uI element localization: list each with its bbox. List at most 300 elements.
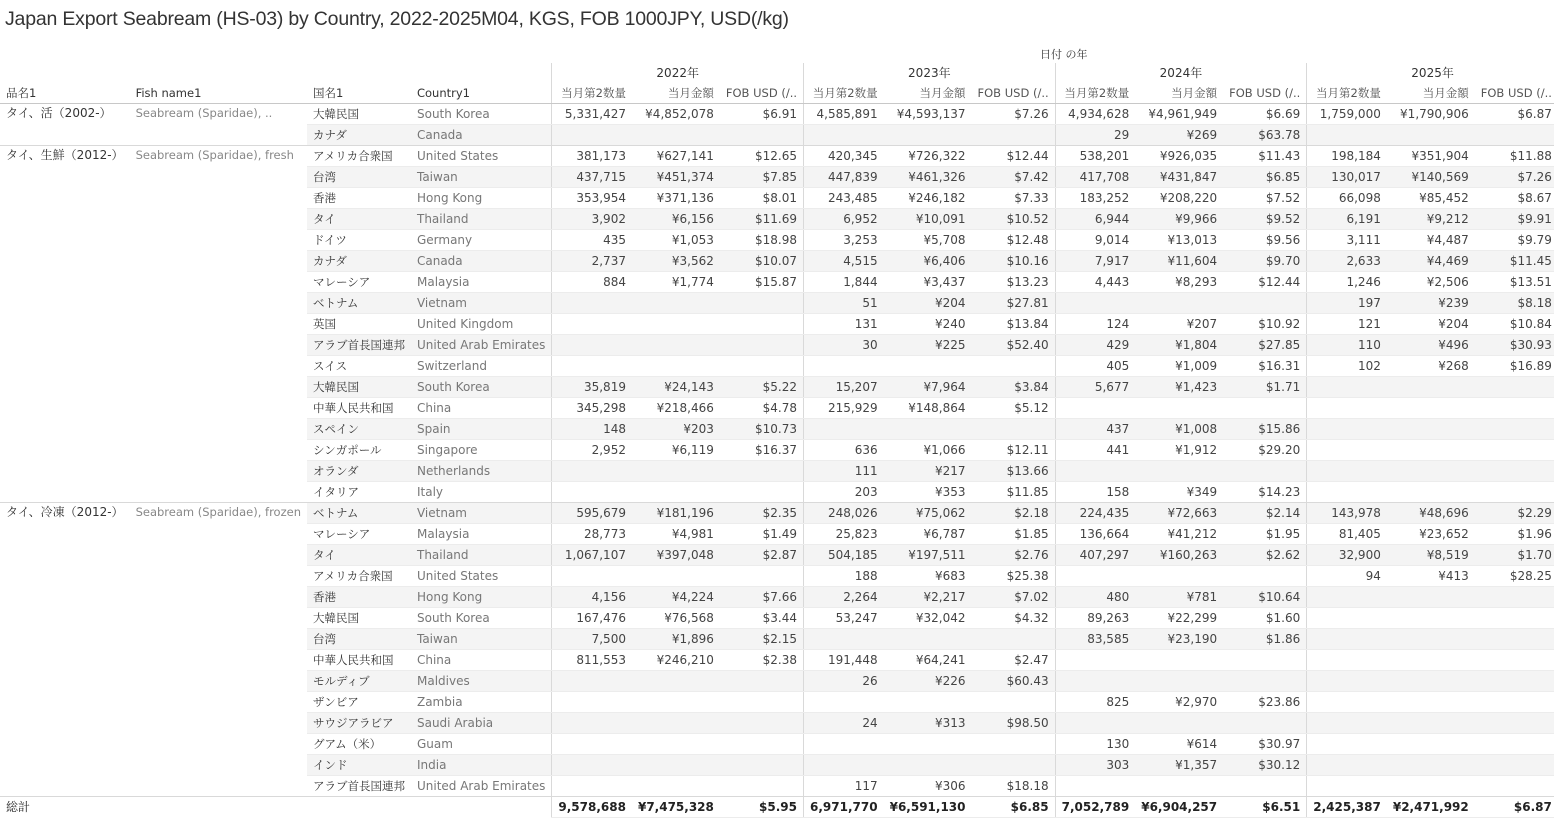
value-cell — [804, 755, 884, 776]
value-cell: $12.65 — [720, 146, 804, 167]
value-cell — [1475, 776, 1554, 797]
country-jp-cell: ベトナム — [307, 293, 411, 314]
value-cell: ¥6,119 — [632, 440, 720, 461]
value-cell: $18.18 — [972, 776, 1056, 797]
table-row[interactable] — [0, 503, 1554, 524]
value-cell: 111 — [804, 461, 884, 482]
country-en-cell: Canada — [411, 251, 552, 272]
measure-header[interactable]: 当月第2数量 — [804, 83, 884, 104]
value-cell: $5.22 — [720, 377, 804, 398]
value-cell — [1307, 377, 1387, 398]
value-cell: $1.49 — [720, 524, 804, 545]
measure-header[interactable]: 当月金額 — [1135, 83, 1223, 104]
value-cell: $8.01 — [720, 188, 804, 209]
country-en-cell: South Korea — [411, 377, 552, 398]
value-cell: 4,156 — [552, 587, 632, 608]
value-cell — [720, 125, 804, 146]
value-cell: ¥306 — [884, 776, 972, 797]
value-cell: 420,345 — [804, 146, 884, 167]
value-cell: ¥4,852,078 — [632, 104, 720, 125]
value-cell — [1475, 125, 1554, 146]
value-cell — [720, 461, 804, 482]
country-jp-cell: カナダ — [307, 251, 411, 272]
value-cell — [632, 671, 720, 692]
value-cell: ¥627,141 — [632, 146, 720, 167]
value-cell: ¥24,143 — [632, 377, 720, 398]
year-header[interactable]: 2022年 — [552, 63, 804, 83]
value-cell — [1135, 461, 1223, 482]
value-cell: $27.85 — [1223, 335, 1307, 356]
value-cell — [1223, 650, 1307, 671]
value-cell: 538,201 — [1055, 146, 1135, 167]
value-cell — [1387, 419, 1475, 440]
value-cell — [1307, 125, 1387, 146]
value-cell — [884, 755, 972, 776]
value-cell — [1307, 734, 1387, 755]
country-jp-cell: スイス — [307, 356, 411, 377]
total-value-cell: $6.87 — [1475, 797, 1554, 818]
country-en-cell: Malaysia — [411, 524, 552, 545]
value-cell — [1223, 461, 1307, 482]
value-cell — [1387, 125, 1475, 146]
country-en-cell: China — [411, 398, 552, 419]
country-jp-cell: シンガポール — [307, 440, 411, 461]
value-cell — [1307, 440, 1387, 461]
value-cell — [552, 671, 632, 692]
value-cell: ¥3,562 — [632, 251, 720, 272]
value-cell: 4,515 — [804, 251, 884, 272]
value-cell — [1387, 755, 1475, 776]
total-value-cell: ¥6,904,257 — [1135, 797, 1223, 818]
value-cell: ¥1,790,906 — [1387, 104, 1475, 125]
value-cell: $52.40 — [972, 335, 1056, 356]
value-cell: 437 — [1055, 419, 1135, 440]
measure-header[interactable]: FOB USD (/.. — [720, 83, 804, 104]
value-cell — [1387, 608, 1475, 629]
value-cell: ¥269 — [1135, 125, 1223, 146]
value-cell — [720, 293, 804, 314]
country-jp-cell: 台湾 — [307, 167, 411, 188]
value-cell — [632, 734, 720, 755]
value-cell — [1055, 713, 1135, 734]
value-cell: ¥349 — [1135, 482, 1223, 503]
value-cell: $11.69 — [720, 209, 804, 230]
year-header[interactable]: 2023年 — [804, 63, 1056, 83]
value-cell: 1,844 — [804, 272, 884, 293]
country-en-cell: Germany — [411, 230, 552, 251]
value-cell: 405 — [1055, 356, 1135, 377]
value-cell: 224,435 — [1055, 503, 1135, 524]
value-cell: $2.62 — [1223, 545, 1307, 566]
value-cell — [1135, 293, 1223, 314]
value-cell — [884, 125, 972, 146]
value-cell — [1055, 650, 1135, 671]
value-cell — [1387, 461, 1475, 482]
value-cell: ¥496 — [1387, 335, 1475, 356]
value-cell — [552, 461, 632, 482]
country-en-cell: United Arab Emirates — [411, 776, 552, 797]
value-cell: 81,405 — [1307, 524, 1387, 545]
value-cell: ¥10,091 — [884, 209, 972, 230]
value-cell: $7.85 — [720, 167, 804, 188]
value-cell: $3.84 — [972, 377, 1056, 398]
value-cell — [1307, 755, 1387, 776]
value-cell — [972, 629, 1056, 650]
value-cell: ¥207 — [1135, 314, 1223, 335]
country-en-cell: United Arab Emirates — [411, 335, 552, 356]
value-cell: 188 — [804, 566, 884, 587]
value-cell: $15.87 — [720, 272, 804, 293]
country-en-cell: Taiwan — [411, 167, 552, 188]
value-cell: $25.38 — [972, 566, 1056, 587]
value-cell — [1223, 671, 1307, 692]
fish-name-cell: Seabream (Sparidae), fresh — [130, 146, 307, 503]
value-cell: $27.81 — [972, 293, 1056, 314]
value-cell: ¥246,182 — [884, 188, 972, 209]
value-cell: $9.91 — [1475, 209, 1554, 230]
total-value-cell: ¥2,471,992 — [1387, 797, 1475, 818]
value-cell: $1.86 — [1223, 629, 1307, 650]
value-cell — [552, 692, 632, 713]
value-cell: ¥181,196 — [632, 503, 720, 524]
value-cell — [1387, 629, 1475, 650]
value-cell: ¥4,224 — [632, 587, 720, 608]
value-cell: 121 — [1307, 314, 1387, 335]
value-cell: $2.14 — [1223, 503, 1307, 524]
table-row[interactable] — [0, 104, 1554, 125]
value-cell — [632, 776, 720, 797]
value-cell: 131 — [804, 314, 884, 335]
value-cell: ¥218,466 — [632, 398, 720, 419]
value-cell — [972, 734, 1056, 755]
total-value-cell: 2,425,387 — [1307, 797, 1387, 818]
value-cell — [1055, 566, 1135, 587]
measure-header[interactable]: 当月第2数量 — [1055, 83, 1135, 104]
value-cell — [1475, 398, 1554, 419]
country-jp-cell: ドイツ — [307, 230, 411, 251]
value-cell — [972, 356, 1056, 377]
value-cell: $10.52 — [972, 209, 1056, 230]
value-cell — [552, 335, 632, 356]
country-jp-cell: 中華人民共和国 — [307, 650, 411, 671]
country-jp-cell: マレーシア — [307, 272, 411, 293]
value-cell: 143,978 — [1307, 503, 1387, 524]
value-cell: ¥239 — [1387, 293, 1475, 314]
value-cell: $11.45 — [1475, 251, 1554, 272]
value-cell — [1055, 398, 1135, 419]
country-jp-cell: オランダ — [307, 461, 411, 482]
value-cell: ¥1,423 — [1135, 377, 1223, 398]
value-cell — [1387, 692, 1475, 713]
value-cell: ¥451,374 — [632, 167, 720, 188]
value-cell — [1387, 398, 1475, 419]
value-cell: $30.12 — [1223, 755, 1307, 776]
value-cell: 811,553 — [552, 650, 632, 671]
value-cell: 29 — [1055, 125, 1135, 146]
value-cell: ¥4,487 — [1387, 230, 1475, 251]
value-cell: 407,297 — [1055, 545, 1135, 566]
value-cell: 215,929 — [804, 398, 884, 419]
value-cell: 53,247 — [804, 608, 884, 629]
value-cell: $6.91 — [720, 104, 804, 125]
measure-header[interactable]: FOB USD (/.. — [1223, 83, 1307, 104]
measure-header[interactable]: 当月金額 — [884, 83, 972, 104]
value-cell — [720, 356, 804, 377]
value-cell — [1307, 629, 1387, 650]
value-cell: 51 — [804, 293, 884, 314]
dimension-header[interactable]: Fish name1 — [130, 83, 307, 104]
value-cell: $7.02 — [972, 587, 1056, 608]
country-jp-cell: ベトナム — [307, 503, 411, 524]
measure-header[interactable]: 当月第2数量 — [1307, 83, 1387, 104]
value-cell: $8.18 — [1475, 293, 1554, 314]
value-cell — [632, 461, 720, 482]
value-cell: 2,633 — [1307, 251, 1387, 272]
value-cell: $1.95 — [1223, 524, 1307, 545]
value-cell: 30 — [804, 335, 884, 356]
country-jp-cell: アラブ首長国連邦 — [307, 335, 411, 356]
value-cell: 504,185 — [804, 545, 884, 566]
value-cell: 198,184 — [1307, 146, 1387, 167]
value-cell — [720, 671, 804, 692]
value-cell — [1475, 629, 1554, 650]
value-cell — [1223, 713, 1307, 734]
value-cell: ¥9,212 — [1387, 209, 1475, 230]
value-cell — [632, 692, 720, 713]
page-title: Japan Export Seabream (HS-03) by Country, 2022-2025M04, KGS, FOB 1000JPY, USD(/kg) — [5, 8, 789, 30]
value-cell: ¥197,511 — [884, 545, 972, 566]
value-cell: $7.52 — [1223, 188, 1307, 209]
measure-header[interactable]: FOB USD (/.. — [972, 83, 1056, 104]
value-cell: ¥1,008 — [1135, 419, 1223, 440]
value-cell: $16.37 — [720, 440, 804, 461]
value-cell: 191,448 — [804, 650, 884, 671]
value-cell: 124 — [1055, 314, 1135, 335]
value-cell — [1055, 671, 1135, 692]
measure-header[interactable]: 当月金額 — [632, 83, 720, 104]
value-cell: $1.85 — [972, 524, 1056, 545]
value-cell: ¥240 — [884, 314, 972, 335]
value-cell — [804, 692, 884, 713]
value-cell: $2.35 — [720, 503, 804, 524]
value-cell: 183,252 — [1055, 188, 1135, 209]
country-jp-cell: アラブ首長国連邦 — [307, 776, 411, 797]
value-cell: 7,500 — [552, 629, 632, 650]
crosstab-table — [0, 63, 1554, 818]
value-cell: 26 — [804, 671, 884, 692]
value-cell — [1387, 377, 1475, 398]
value-cell — [804, 419, 884, 440]
value-cell — [632, 314, 720, 335]
value-cell: $1.60 — [1223, 608, 1307, 629]
value-cell: $2.15 — [720, 629, 804, 650]
value-cell: 6,944 — [1055, 209, 1135, 230]
value-cell — [1387, 440, 1475, 461]
value-cell — [1135, 398, 1223, 419]
value-cell: 429 — [1055, 335, 1135, 356]
value-cell: ¥148,864 — [884, 398, 972, 419]
country-jp-cell: スペイン — [307, 419, 411, 440]
value-cell: $9.52 — [1223, 209, 1307, 230]
value-cell — [1135, 566, 1223, 587]
value-cell: $6.85 — [1223, 167, 1307, 188]
value-cell: ¥1,912 — [1135, 440, 1223, 461]
value-cell: $60.43 — [972, 671, 1056, 692]
value-cell — [720, 755, 804, 776]
value-cell — [720, 776, 804, 797]
value-cell: ¥431,847 — [1135, 167, 1223, 188]
value-cell: $14.23 — [1223, 482, 1307, 503]
country-en-cell: Hong Kong — [411, 188, 552, 209]
value-cell — [884, 692, 972, 713]
value-cell: ¥2,217 — [884, 587, 972, 608]
value-cell: 248,026 — [804, 503, 884, 524]
country-jp-cell: ザンビア — [307, 692, 411, 713]
value-cell: 24 — [804, 713, 884, 734]
value-cell: 6,191 — [1307, 209, 1387, 230]
value-cell: 884 — [552, 272, 632, 293]
dimension-header[interactable]: 国名1 — [307, 83, 411, 104]
value-cell: ¥413 — [1387, 566, 1475, 587]
product-name-cell: タイ、活（2002-） — [0, 104, 130, 146]
value-cell: ¥4,469 — [1387, 251, 1475, 272]
value-cell: ¥4,981 — [632, 524, 720, 545]
value-cell: 435 — [552, 230, 632, 251]
value-cell — [884, 734, 972, 755]
value-cell — [552, 356, 632, 377]
value-cell: $10.64 — [1223, 587, 1307, 608]
value-cell — [1475, 713, 1554, 734]
value-cell: $2.18 — [972, 503, 1056, 524]
value-cell — [1475, 377, 1554, 398]
country-jp-cell: アメリカ合衆国 — [307, 146, 411, 167]
value-cell: 110 — [1307, 335, 1387, 356]
value-cell — [804, 734, 884, 755]
fish-name-cell: Seabream (Sparidae), .. — [130, 104, 307, 146]
country-en-cell: Italy — [411, 482, 552, 503]
value-cell: ¥226 — [884, 671, 972, 692]
country-en-cell: Canada — [411, 125, 552, 146]
value-cell: 595,679 — [552, 503, 632, 524]
value-cell: ¥371,136 — [632, 188, 720, 209]
value-cell — [1223, 293, 1307, 314]
country-en-cell: Switzerland — [411, 356, 552, 377]
value-cell — [720, 734, 804, 755]
country-jp-cell: タイ — [307, 209, 411, 230]
country-jp-cell: 香港 — [307, 587, 411, 608]
header-spacer — [0, 63, 552, 83]
value-cell: $16.89 — [1475, 356, 1554, 377]
value-cell — [1307, 650, 1387, 671]
value-cell — [1307, 482, 1387, 503]
value-cell: ¥204 — [1387, 314, 1475, 335]
value-cell — [884, 629, 972, 650]
value-cell — [1387, 482, 1475, 503]
value-cell: ¥41,212 — [1135, 524, 1223, 545]
value-cell — [1307, 692, 1387, 713]
country-jp-cell: グアム（米） — [307, 734, 411, 755]
value-cell: ¥1,009 — [1135, 356, 1223, 377]
value-cell: ¥4,593,137 — [884, 104, 972, 125]
value-cell — [884, 419, 972, 440]
value-cell: 2,737 — [552, 251, 632, 272]
value-cell: 7,917 — [1055, 251, 1135, 272]
value-cell — [1223, 566, 1307, 587]
value-cell: $7.42 — [972, 167, 1056, 188]
value-cell: ¥926,035 — [1135, 146, 1223, 167]
value-cell: ¥23,190 — [1135, 629, 1223, 650]
value-cell: 636 — [804, 440, 884, 461]
year-header[interactable]: 2024年 — [1055, 63, 1307, 83]
value-cell — [552, 293, 632, 314]
year-header[interactable]: 2025年 — [1307, 63, 1554, 83]
value-cell: 1,246 — [1307, 272, 1387, 293]
value-cell: ¥4,961,949 — [1135, 104, 1223, 125]
country-en-cell: India — [411, 755, 552, 776]
measure-header[interactable]: 当月第2数量 — [552, 83, 632, 104]
country-en-cell: United States — [411, 566, 552, 587]
value-cell: $13.66 — [972, 461, 1056, 482]
value-cell: 4,585,891 — [804, 104, 884, 125]
country-jp-cell: タイ — [307, 545, 411, 566]
value-cell: $11.43 — [1223, 146, 1307, 167]
value-cell: 243,485 — [804, 188, 884, 209]
value-cell — [1307, 587, 1387, 608]
value-cell — [1475, 482, 1554, 503]
value-cell: $13.84 — [972, 314, 1056, 335]
country-jp-cell: マレーシア — [307, 524, 411, 545]
value-cell: $7.66 — [720, 587, 804, 608]
table-row[interactable] — [0, 146, 1554, 167]
value-cell — [972, 419, 1056, 440]
country-jp-cell: 台湾 — [307, 629, 411, 650]
country-en-cell: Vietnam — [411, 503, 552, 524]
value-cell: 6,952 — [804, 209, 884, 230]
total-value-cell: 6,971,770 — [804, 797, 884, 818]
value-cell — [1307, 776, 1387, 797]
value-cell — [1475, 755, 1554, 776]
value-cell: $11.85 — [972, 482, 1056, 503]
measure-header[interactable]: 当月金額 — [1387, 83, 1475, 104]
value-cell: ¥781 — [1135, 587, 1223, 608]
value-cell — [1387, 650, 1475, 671]
dimension-header[interactable]: Country1 — [411, 83, 552, 104]
value-cell: 15,207 — [804, 377, 884, 398]
value-cell: ¥8,293 — [1135, 272, 1223, 293]
country-jp-cell: 英国 — [307, 314, 411, 335]
total-value-cell: ¥6,591,130 — [884, 797, 972, 818]
value-cell: ¥2,506 — [1387, 272, 1475, 293]
value-cell — [1387, 776, 1475, 797]
value-cell — [1475, 440, 1554, 461]
value-cell: ¥1,066 — [884, 440, 972, 461]
value-cell — [632, 482, 720, 503]
value-cell — [1307, 419, 1387, 440]
total-value-cell: $6.85 — [972, 797, 1056, 818]
country-en-cell: Maldives — [411, 671, 552, 692]
measure-header[interactable]: FOB USD (/.. — [1475, 83, 1554, 104]
value-cell: ¥7,964 — [884, 377, 972, 398]
value-cell: 381,173 — [552, 146, 632, 167]
value-cell — [552, 734, 632, 755]
dimension-header[interactable]: 品名1 — [0, 83, 130, 104]
value-cell — [632, 356, 720, 377]
value-cell: 437,715 — [552, 167, 632, 188]
value-cell — [1475, 461, 1554, 482]
value-cell: 825 — [1055, 692, 1135, 713]
value-cell — [720, 482, 804, 503]
country-en-cell: Vietnam — [411, 293, 552, 314]
